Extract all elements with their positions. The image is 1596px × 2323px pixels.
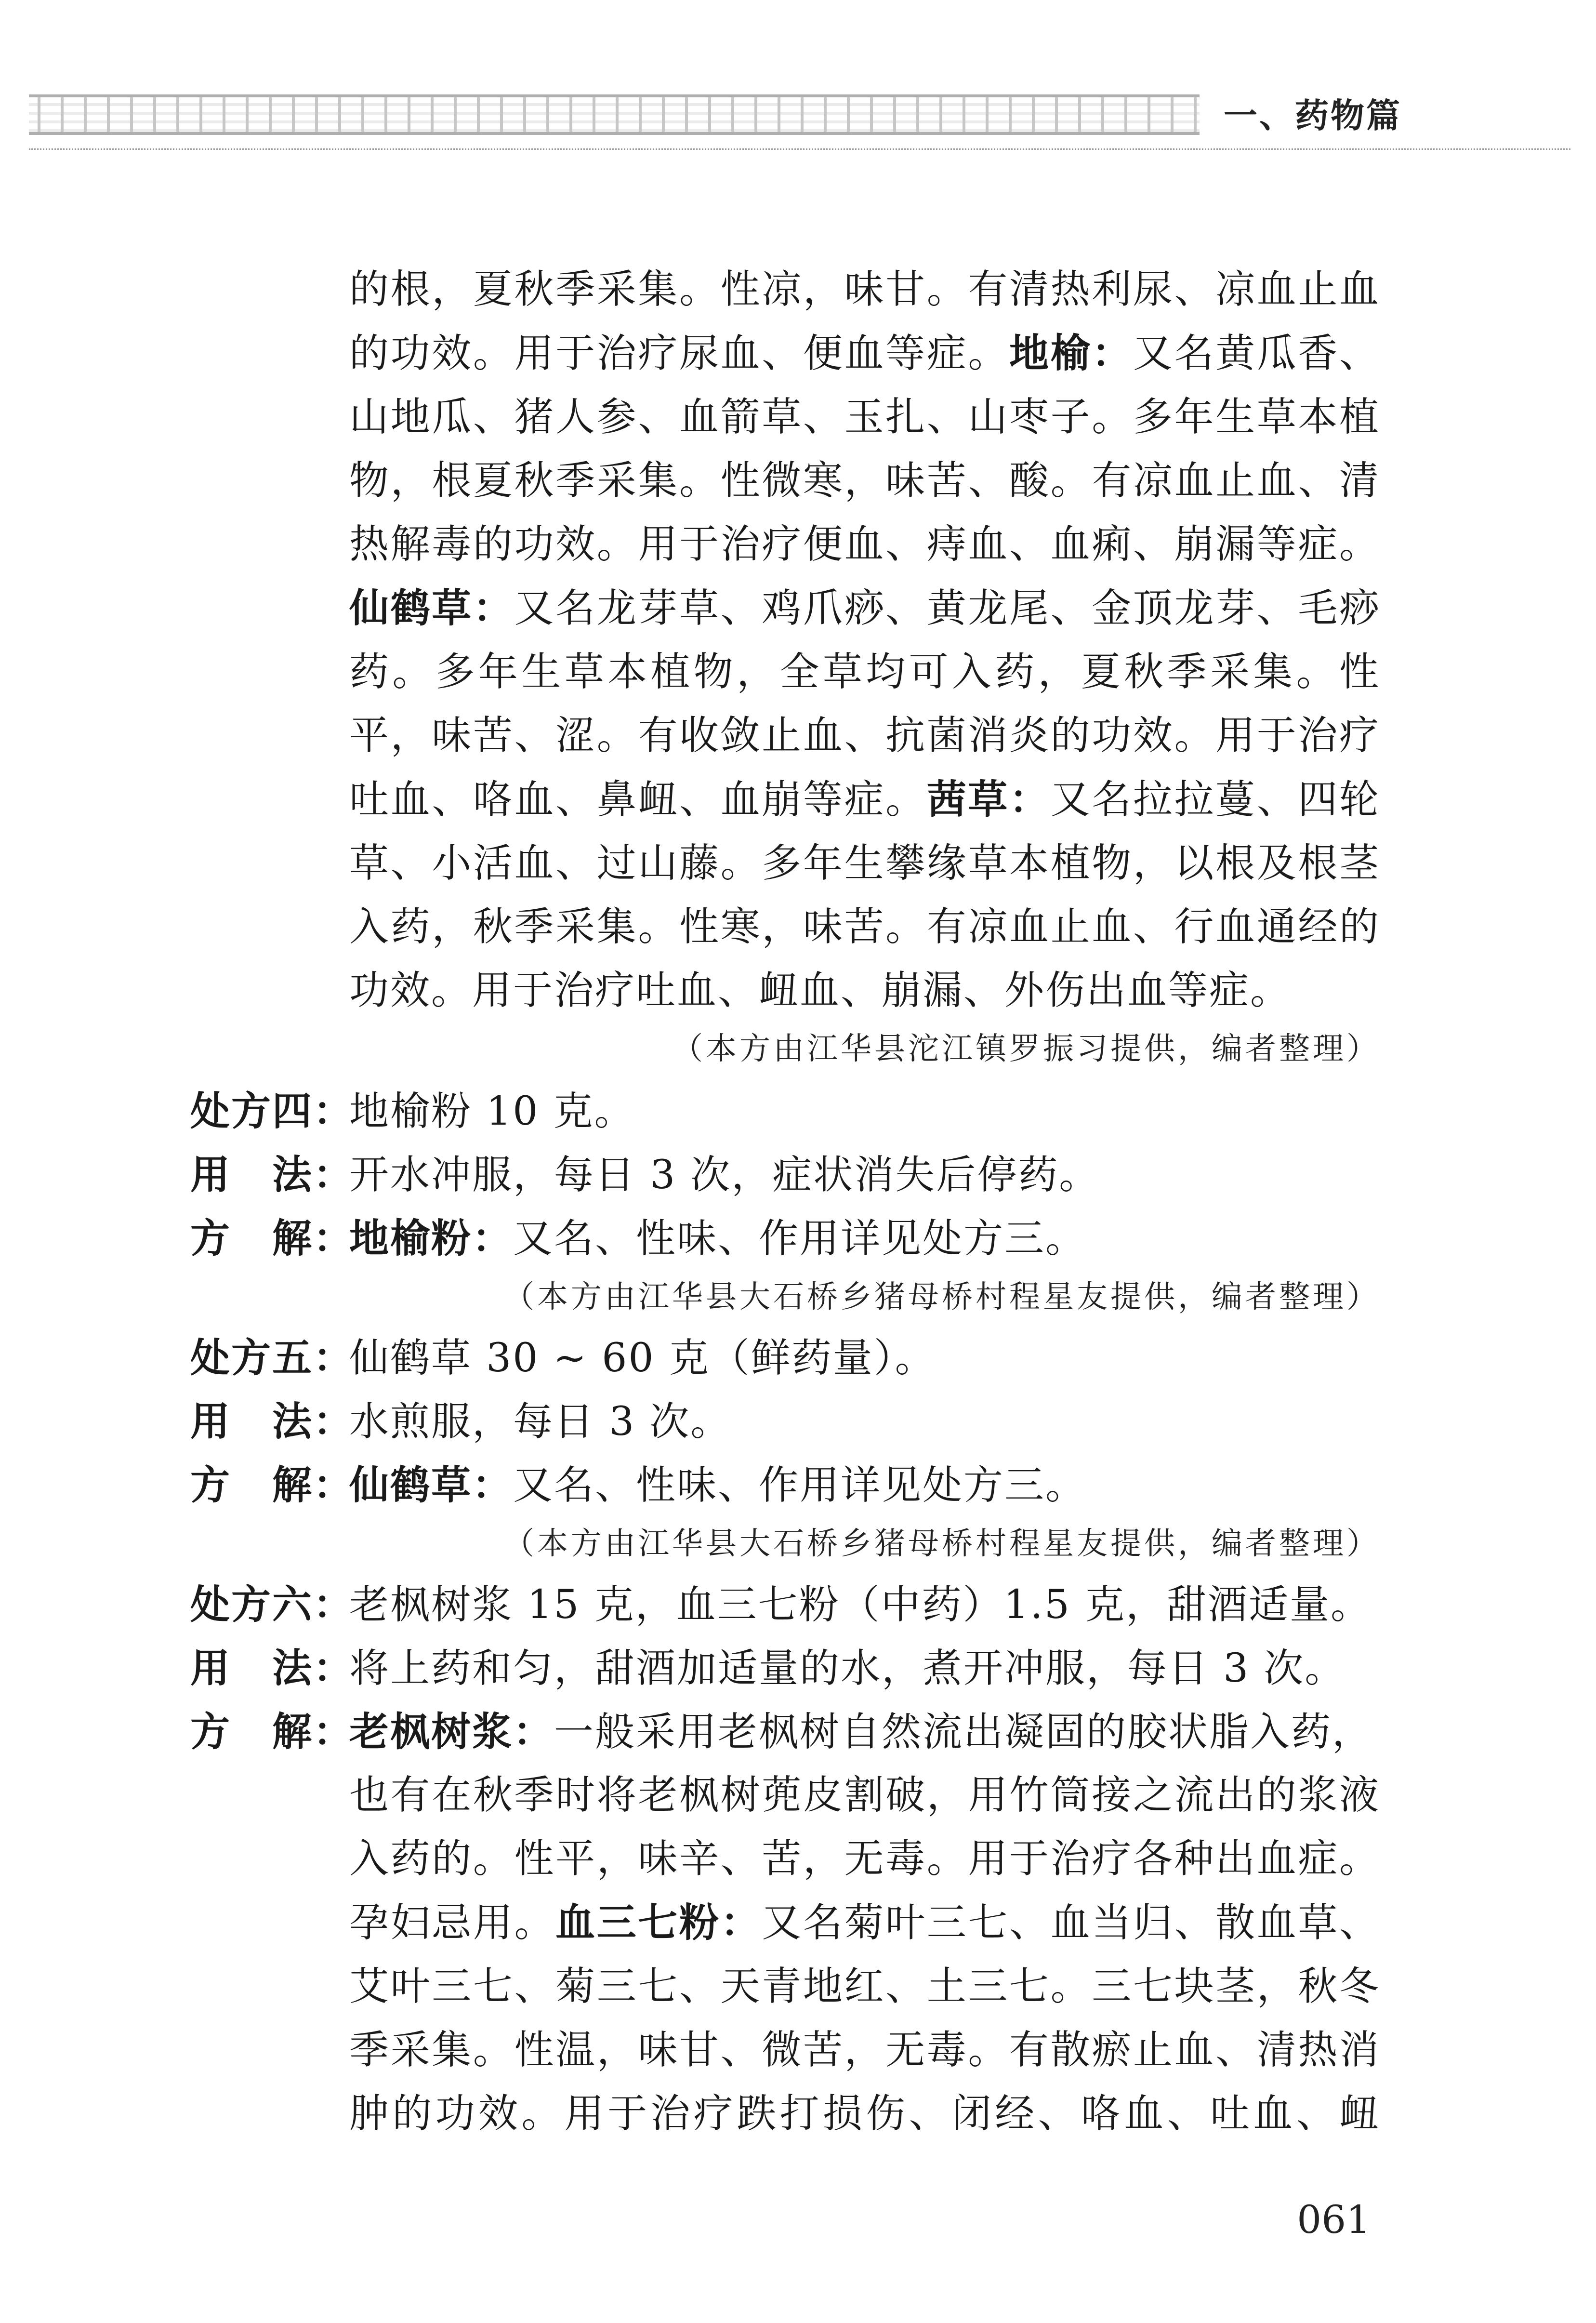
header-divider (29, 148, 1570, 150)
usage-row: 用 法：将上药和匀，甜酒加适量的水，煮开冲服，每日 3 次。 (190, 1636, 1345, 1700)
explanation-row: 方 解：老枫树浆：一般采用老枫树自然流出凝固的胶状脂入药， (190, 1700, 1373, 1764)
prescription-5: 处方五：仙鹤草 30 ~ 60 克（鲜药量）。 (190, 1326, 936, 1390)
herb-term: 茜草： (926, 776, 1051, 823)
text-line: 功效。用于治疗吐血、衄血、崩漏、外伤出血等症。 (349, 968, 1292, 1013)
herb-term: 地榆： (1009, 330, 1133, 376)
prescription-label: 处方六： (190, 1581, 355, 1628)
text-line: 孕妇忌用。血三七粉：又名菊叶三七、血当归、散血草、 (349, 1899, 1380, 1946)
source-note: （本方由江华县大石桥乡猪母桥村程星友提供，编者整理） (503, 1279, 1380, 1315)
text-line: 药。多年生草本植物，全草均可入药，夏秋季采集。性 (349, 649, 1380, 695)
continued-paragraph (349, 258, 1380, 1022)
header-ornament (29, 94, 1200, 135)
usage-row: 用 法：水煎服，每日 3 次。 (190, 1390, 731, 1454)
prescription-label: 处方五： (190, 1335, 355, 1381)
text-line: 入药，秋季采集。性寒，味苦。有凉血止血、行血通经的 (349, 904, 1380, 950)
text-line: 也有在秋季时将老枫树蔸皮割破，用竹筒接之流出的浆液 (349, 1772, 1380, 1818)
text-line: 的功效。用于治疗尿血、便血等症。地榆：又名黄瓜香、 (349, 330, 1380, 376)
usage-row: 用 法：开水冲服，每日 3 次，症状消失后停药。 (190, 1143, 1100, 1207)
explanation-row: 方 解：地榆粉：又名、性味、作用详见处方三。 (190, 1207, 1086, 1271)
text-line: 的根，夏秋季采集。性凉，味甘。有清热利尿、凉血止血 (349, 266, 1380, 312)
text-line: 草、小活血、过山藤。多年生攀缘草本植物，以根及根茎 (349, 840, 1380, 886)
page-number: 061 (1297, 2197, 1371, 2242)
text-line: 入药的。性平，味辛、苦，无毒。用于治疗各种出血症。 (349, 1836, 1380, 1882)
prescription-label: 处方四： (190, 1088, 355, 1134)
usage-label: 用 法： (190, 1398, 355, 1445)
section-title: 一、药物篇 (1224, 95, 1402, 135)
explanation-row: 方 解：仙鹤草：又名、性味、作用详见处方三。 (190, 1453, 1086, 1517)
prescription-6: 处方六：老枫树浆 15 克，血三七粉（中药）1.5 克，甜酒适量。 (190, 1573, 1372, 1637)
source-note: （本方由江华县沱江镇罗振习提供，编者整理） (672, 1031, 1380, 1067)
text-line: 山地瓜、猪人参、血箭草、玉扎、山枣子。多年生草本植 (349, 394, 1380, 440)
explanation-continued (349, 1764, 1380, 2146)
explanation-label: 方 解： (190, 1462, 355, 1508)
usage-label: 用 法： (190, 1645, 355, 1691)
text-line: 季采集。性温，味甘、微苦，无毒。有散瘀止血、清热消 (349, 2027, 1380, 2073)
text-line: 艾叶三七、菊三七、天青地红、土三七。三七块茎，秋冬 (349, 1964, 1380, 2009)
herb-term: 血三七粉： (555, 1899, 762, 1946)
text-line: 仙鹤草：又名龙芽草、鸡爪痧、黄龙尾、金顶龙芽、毛痧 (349, 585, 1380, 631)
text-line: 热解毒的功效。用于治疗便血、痔血、血痢、崩漏等症。 (349, 521, 1380, 567)
herb-term: 仙鹤草： (349, 585, 514, 631)
text-line: 平，味苦、涩。有收敛止血、抗菌消炎的功效。用于治疗 (349, 713, 1380, 758)
text-line: 吐血、咯血、鼻衄、血崩等症。茜草：又名拉拉蔓、四轮 (349, 776, 1380, 823)
text-line: 物，根夏秋季采集。性微寒，味苦、酸。有凉血止血、清 (349, 458, 1380, 504)
explanation-label: 方 解： (190, 1709, 355, 1755)
explanation-label: 方 解： (190, 1215, 355, 1261)
usage-label: 用 法： (190, 1152, 355, 1198)
source-note: （本方由江华县大石桥乡猪母桥村程星友提供，编者整理） (503, 1526, 1380, 1562)
prescription-4: 处方四：地榆粉 10 克。 (190, 1079, 635, 1143)
text-line: 肿的功效。用于治疗跌打损伤、闭经、咯血、吐血、衄 (349, 2091, 1380, 2137)
